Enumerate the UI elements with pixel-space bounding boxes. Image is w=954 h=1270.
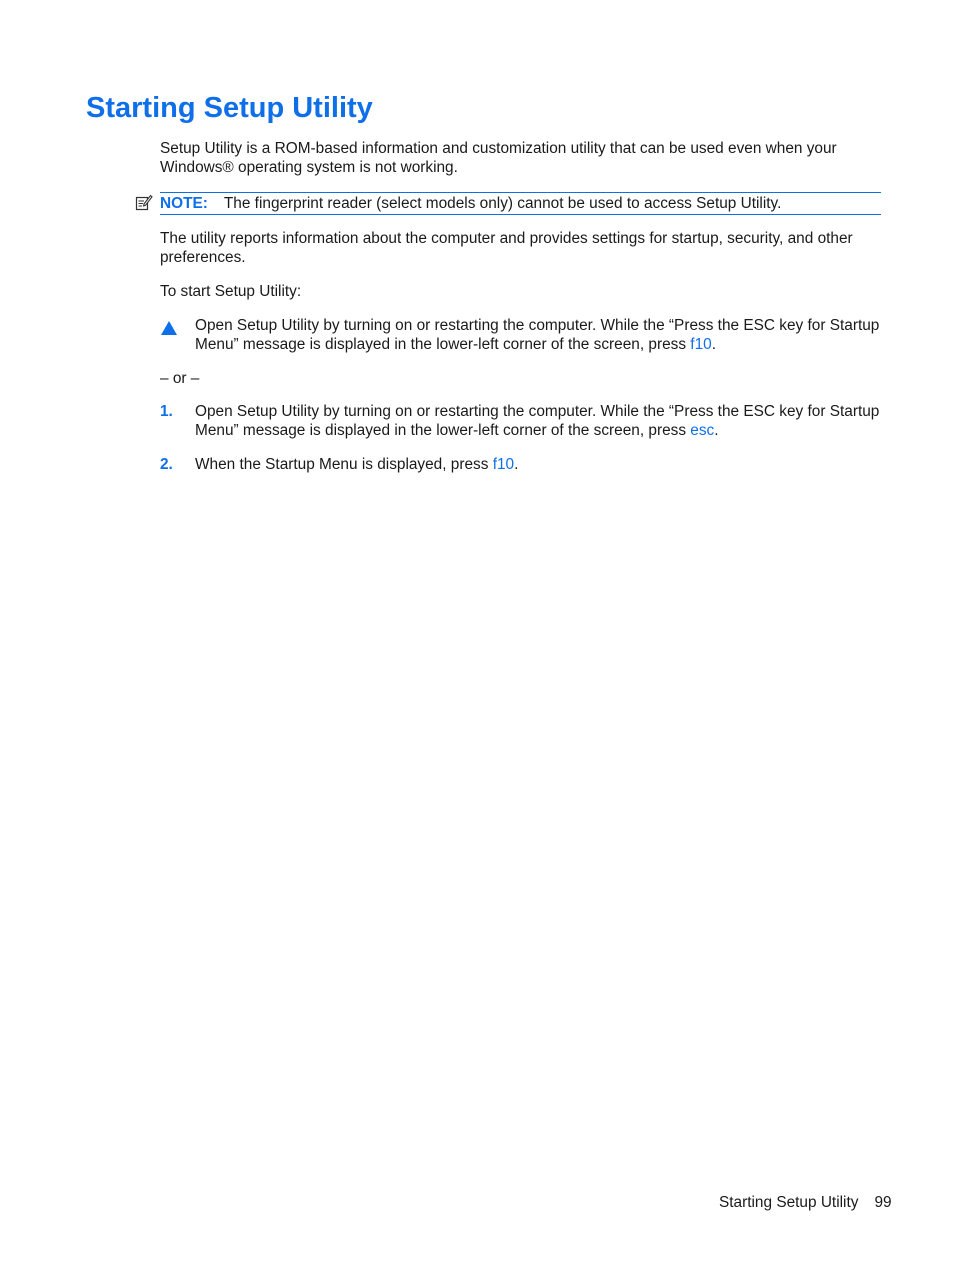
info-paragraph: The utility reports information about the computer and provides settings for startup, security, and other preferences. bbox=[160, 230, 853, 266]
f10-key-link[interactable]: f10 bbox=[690, 336, 712, 353]
f10-key-link[interactable]: f10 bbox=[492, 456, 515, 473]
start-instruction: To start Setup Utility: bbox=[160, 283, 302, 300]
note-label: NOTE: bbox=[160, 195, 208, 212]
step-number: 1. bbox=[160, 403, 173, 420]
step-end: . bbox=[714, 422, 719, 439]
page-number: 99 bbox=[874, 1194, 892, 1211]
step-end: . bbox=[514, 456, 519, 473]
footer-section-title: Starting Setup Utility bbox=[719, 1194, 859, 1211]
or-separator: – or – bbox=[160, 370, 200, 387]
note-box bbox=[160, 192, 881, 215]
esc-key-link[interactable]: esc bbox=[690, 422, 715, 439]
step-number: 2. bbox=[160, 456, 173, 473]
triangle-bullet-icon bbox=[161, 321, 177, 335]
intro-paragraph: Setup Utility is a ROM-based information and customization utility that can be used even when your Windows® operating system is not working. bbox=[160, 140, 837, 176]
note-pencil-icon bbox=[135, 193, 153, 211]
bullet-text: Open Setup Utility by turning on or restarting the computer. While the “Press the ESC key for Startup Menu” message is displayed in the lower-left corner of the screen, press bbox=[195, 317, 880, 353]
step-text: Open Setup Utility by turning on or restarting the computer. While the “Press the ESC key for Startup Menu” message is displayed in the lower-left corner of the screen, press bbox=[195, 403, 880, 439]
page-footer bbox=[719, 1193, 892, 1212]
step-text: When the Startup Menu is displayed, press bbox=[195, 456, 493, 473]
note-text: The fingerprint reader (select models only) cannot be used to access Setup Utility. bbox=[223, 195, 782, 212]
page-title: Starting Setup Utility bbox=[86, 92, 373, 124]
bullet-end: . bbox=[711, 336, 716, 353]
